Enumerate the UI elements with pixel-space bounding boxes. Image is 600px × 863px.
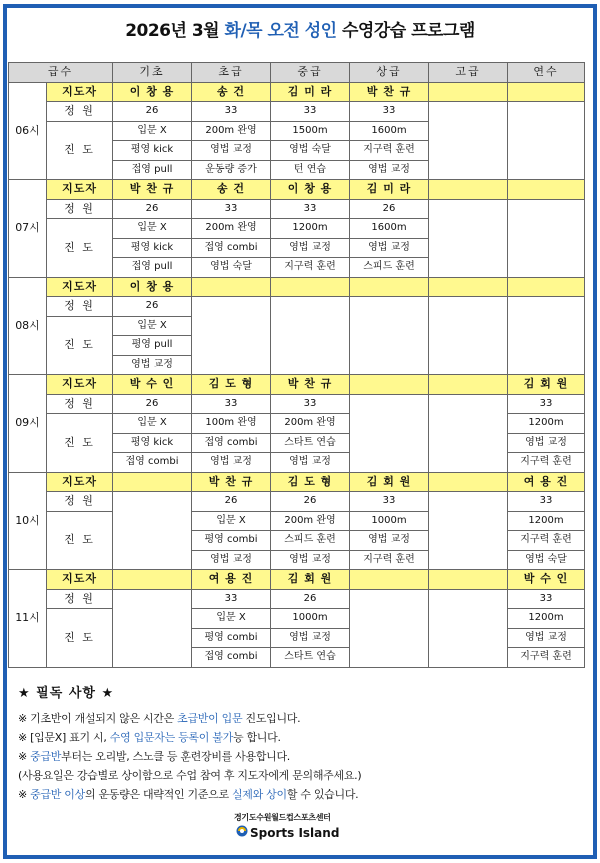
instructor-beginner: 송 건 xyxy=(192,180,271,200)
instructor-training: 박 수 인 xyxy=(508,570,585,590)
note-line xyxy=(18,785,578,804)
progress-beginner: 입문 X xyxy=(192,609,271,629)
instructor-intermediate: 이 창 용 xyxy=(271,180,350,200)
capacity-basic: 26 xyxy=(113,102,192,122)
progress-intermediate: 200m 완영 xyxy=(271,414,350,434)
progress-beginner: 평영 combi xyxy=(192,531,271,551)
progress-beginner: 입문 X xyxy=(192,511,271,531)
notes-list xyxy=(18,709,578,804)
progress-upper: 지구력 훈련 xyxy=(350,141,429,161)
capacity-upper: 26 xyxy=(350,199,429,219)
instructor-upper: 김 미 라 xyxy=(350,180,429,200)
empty-cell xyxy=(508,199,585,277)
instructor-basic xyxy=(113,570,192,590)
progress-label: 진 도 xyxy=(47,121,113,180)
capacity-intermediate: 26 xyxy=(271,589,350,609)
note-highlight: 초급반이 입문 xyxy=(177,712,243,725)
progress-intermediate: 지구력 훈련 xyxy=(271,258,350,278)
header-intermediate: 중급 xyxy=(271,63,350,83)
instructor-beginner xyxy=(192,277,271,297)
instructor-basic: 이 창 용 xyxy=(113,277,192,297)
empty-cell xyxy=(192,297,271,375)
page-title xyxy=(0,16,600,41)
note-text: ※ xyxy=(18,750,31,763)
progress-beginner: 영법 교정 xyxy=(192,453,271,473)
title-prefix: 2026년 3월 xyxy=(125,21,225,41)
note-line xyxy=(18,709,578,728)
note-text: 진도입니다. xyxy=(242,712,301,725)
progress-intermediate: 영법 교정 xyxy=(271,238,350,258)
instructor-intermediate: 김 회 원 xyxy=(271,570,350,590)
instructor-beginner: 여 용 진 xyxy=(192,570,271,590)
title-highlight: 화/목 오전 성인 xyxy=(224,21,337,41)
instructor-training: 여 용 진 xyxy=(508,472,585,492)
progress-training: 영법 교정 xyxy=(508,433,585,453)
progress-beginner: 접영 combi xyxy=(192,433,271,453)
capacity-label: 정 원 xyxy=(47,297,113,317)
capacity-beginner: 26 xyxy=(192,492,271,512)
instructor-advanced xyxy=(429,570,508,590)
capacity-upper: 33 xyxy=(350,492,429,512)
progress-basic: 평영 kick xyxy=(113,141,192,161)
note-line xyxy=(18,728,578,747)
progress-intermediate: 영법 교정 xyxy=(271,628,350,648)
progress-basic: 입문 X xyxy=(113,316,192,336)
instructor-row xyxy=(9,277,585,297)
capacity-beginner: 33 xyxy=(192,102,271,122)
header-advanced: 고급 xyxy=(429,63,508,83)
progress-basic: 접영 pull xyxy=(113,160,192,180)
progress-intermediate: 1500m xyxy=(271,121,350,141)
instructor-upper: 박 찬 규 xyxy=(350,82,429,102)
progress-training: 1200m xyxy=(508,511,585,531)
header-level: 급수 xyxy=(9,63,113,83)
instructor-row xyxy=(9,375,585,395)
instructor-beginner: 김 도 형 xyxy=(192,375,271,395)
capacity-basic: 26 xyxy=(113,394,192,414)
time-slot-label: 11시 xyxy=(9,570,47,668)
note-text: ※ xyxy=(18,788,31,801)
progress-basic: 평영 kick xyxy=(113,238,192,258)
progress-intermediate: 영법 교정 xyxy=(271,550,350,570)
empty-cell xyxy=(508,297,585,375)
instructor-basic: 이 창 용 xyxy=(113,82,192,102)
header-beginner: 초급 xyxy=(192,63,271,83)
instructor-label: 지도자 xyxy=(47,570,113,590)
empty-cell xyxy=(271,297,350,375)
instructor-label: 지도자 xyxy=(47,180,113,200)
empty-cell xyxy=(429,394,508,472)
instructor-row xyxy=(9,82,585,102)
capacity-training: 33 xyxy=(508,394,585,414)
note-text: ※ [입문X] 표기 시, xyxy=(18,731,110,744)
progress-basic: 입문 X xyxy=(113,121,192,141)
progress-beginner: 영법 교정 xyxy=(192,141,271,161)
capacity-row xyxy=(9,199,585,219)
time-slot-label: 10시 xyxy=(9,472,47,570)
empty-cell xyxy=(113,589,192,667)
capacity-training: 33 xyxy=(508,589,585,609)
instructor-upper xyxy=(350,277,429,297)
instructor-advanced xyxy=(429,180,508,200)
progress-upper: 영법 교정 xyxy=(350,531,429,551)
instructor-advanced xyxy=(429,277,508,297)
capacity-beginner: 33 xyxy=(192,394,271,414)
capacity-upper: 33 xyxy=(350,102,429,122)
progress-training: 1200m xyxy=(508,414,585,434)
progress-basic: 영법 교정 xyxy=(113,355,192,375)
instructor-label: 지도자 xyxy=(47,82,113,102)
empty-cell xyxy=(429,492,508,570)
progress-upper: 지구력 훈련 xyxy=(350,550,429,570)
note-highlight: 수영 입문자는 등록이 불가 xyxy=(109,731,233,744)
header-training: 연수 xyxy=(508,63,585,83)
instructor-intermediate: 김 미 라 xyxy=(271,82,350,102)
progress-label: 진 도 xyxy=(47,316,113,375)
instructor-beginner: 박 찬 규 xyxy=(192,472,271,492)
instructor-training xyxy=(508,82,585,102)
capacity-row xyxy=(9,394,585,414)
logo-mark-icon xyxy=(236,825,248,837)
capacity-label: 정 원 xyxy=(47,492,113,512)
progress-basic: 평영 pull xyxy=(113,336,192,356)
progress-beginner: 영법 숙달 xyxy=(192,258,271,278)
empty-cell xyxy=(350,297,429,375)
capacity-intermediate: 33 xyxy=(271,102,350,122)
instructor-row xyxy=(9,180,585,200)
instructor-label: 지도자 xyxy=(47,277,113,297)
progress-label: 진 도 xyxy=(47,219,113,278)
note-highlight: 실제와 상이 xyxy=(231,788,287,801)
time-slot-label: 06시 xyxy=(9,82,47,180)
title-suffix: 수영강습 프로그램 xyxy=(336,21,475,41)
progress-label: 진 도 xyxy=(47,414,113,473)
logo-org-name: 경기도수원월드컵스포츠센터 xyxy=(234,813,331,822)
progress-intermediate: 스타트 연습 xyxy=(271,433,350,453)
header-upper: 상급 xyxy=(350,63,429,83)
progress-training: 지구력 훈련 xyxy=(508,453,585,473)
instructor-basic: 박 찬 규 xyxy=(113,180,192,200)
empty-cell xyxy=(429,199,508,277)
progress-beginner: 200m 완영 xyxy=(192,219,271,239)
instructor-intermediate: 김 도 형 xyxy=(271,472,350,492)
capacity-label: 정 원 xyxy=(47,589,113,609)
notes-section xyxy=(18,682,578,804)
progress-intermediate: 턴 연습 xyxy=(271,160,350,180)
progress-basic: 접영 combi xyxy=(113,453,192,473)
capacity-basic: 26 xyxy=(113,199,192,219)
progress-intermediate: 스타트 연습 xyxy=(271,648,350,668)
progress-beginner: 접영 combi xyxy=(192,648,271,668)
progress-basic: 평영 kick xyxy=(113,433,192,453)
empty-cell xyxy=(429,102,508,180)
instructor-row xyxy=(9,472,585,492)
note-highlight: 중급반 xyxy=(30,750,62,763)
progress-upper: 영법 교정 xyxy=(350,238,429,258)
instructor-training xyxy=(508,180,585,200)
capacity-label: 정 원 xyxy=(47,394,113,414)
instructor-upper: 김 회 원 xyxy=(350,472,429,492)
note-text: 능 합니다. xyxy=(232,731,281,744)
progress-upper: 1000m xyxy=(350,511,429,531)
capacity-row xyxy=(9,297,585,317)
capacity-intermediate: 33 xyxy=(271,394,350,414)
progress-beginner: 운동량 증가 xyxy=(192,160,271,180)
progress-training: 1200m xyxy=(508,609,585,629)
instructor-advanced xyxy=(429,82,508,102)
instructor-advanced xyxy=(429,472,508,492)
capacity-intermediate: 26 xyxy=(271,492,350,512)
empty-cell xyxy=(350,589,429,667)
instructor-advanced xyxy=(429,375,508,395)
instructor-training: 김 회 원 xyxy=(508,375,585,395)
time-slot-label: 07시 xyxy=(9,180,47,278)
empty-cell xyxy=(429,589,508,667)
progress-intermediate: 1200m xyxy=(271,219,350,239)
progress-training: 지구력 훈련 xyxy=(508,648,585,668)
empty-cell xyxy=(508,102,585,180)
progress-label: 진 도 xyxy=(47,609,113,668)
capacity-row xyxy=(9,102,585,122)
empty-cell xyxy=(113,492,192,570)
sports-center-logo xyxy=(212,812,392,846)
instructor-training xyxy=(508,277,585,297)
progress-beginner: 영법 교정 xyxy=(192,550,271,570)
instructor-row xyxy=(9,570,585,590)
progress-beginner: 접영 combi xyxy=(192,238,271,258)
schedule-table xyxy=(8,62,585,668)
progress-basic: 입문 X xyxy=(113,219,192,239)
instructor-intermediate: 박 찬 규 xyxy=(271,375,350,395)
progress-label: 진 도 xyxy=(47,511,113,570)
note-line xyxy=(18,747,578,766)
note-line xyxy=(18,766,578,785)
note-text: 부터는 오리발, 스노클 등 훈련장비를 사용합니다. xyxy=(61,750,291,763)
capacity-label: 정 원 xyxy=(47,199,113,219)
note-highlight: 중급반 이상 xyxy=(30,788,85,801)
instructor-basic: 박 수 인 xyxy=(113,375,192,395)
note-text: ※ 기초반이 개설되지 않은 시간은 xyxy=(18,712,178,725)
progress-intermediate: 스피드 훈련 xyxy=(271,531,350,551)
instructor-basic xyxy=(113,472,192,492)
progress-upper: 1600m xyxy=(350,219,429,239)
capacity-beginner: 33 xyxy=(192,589,271,609)
instructor-upper xyxy=(350,375,429,395)
capacity-row xyxy=(9,589,585,609)
progress-upper: 스피드 훈련 xyxy=(350,258,429,278)
capacity-training: 33 xyxy=(508,492,585,512)
progress-training: 영법 교정 xyxy=(508,628,585,648)
progress-intermediate: 영법 교정 xyxy=(271,453,350,473)
progress-basic: 접영 pull xyxy=(113,258,192,278)
instructor-upper xyxy=(350,570,429,590)
capacity-intermediate: 33 xyxy=(271,199,350,219)
progress-basic: 입문 X xyxy=(113,414,192,434)
empty-cell xyxy=(350,394,429,472)
header-basic: 기초 xyxy=(113,63,192,83)
time-slot-label: 09시 xyxy=(9,375,47,473)
progress-upper: 1600m xyxy=(350,121,429,141)
empty-cell xyxy=(429,297,508,375)
note-text: (사용요일은 강습별로 상이함으로 수업 참여 후 지도자에게 문의해주세요.) xyxy=(18,769,362,782)
time-slot-label: 08시 xyxy=(9,277,47,375)
progress-upper: 영법 교정 xyxy=(350,160,429,180)
capacity-beginner: 33 xyxy=(192,199,271,219)
instructor-label: 지도자 xyxy=(47,375,113,395)
capacity-row xyxy=(9,492,585,512)
capacity-label: 정 원 xyxy=(47,102,113,122)
progress-beginner: 100m 완영 xyxy=(192,414,271,434)
progress-beginner: 평영 combi xyxy=(192,628,271,648)
instructor-beginner: 송 건 xyxy=(192,82,271,102)
note-text: 할 수 있습니다. xyxy=(286,788,359,801)
progress-intermediate: 1000m xyxy=(271,609,350,629)
logo-brand-name: Sports Island xyxy=(250,826,340,840)
progress-beginner: 200m 완영 xyxy=(192,121,271,141)
note-text: 의 운동량은 대략적인 기준으로 xyxy=(84,788,232,801)
instructor-intermediate xyxy=(271,277,350,297)
header-row xyxy=(9,63,585,83)
progress-intermediate: 영법 숙달 xyxy=(271,141,350,161)
progress-intermediate: 200m 완영 xyxy=(271,511,350,531)
progress-training: 지구력 훈련 xyxy=(508,531,585,551)
instructor-label: 지도자 xyxy=(47,472,113,492)
progress-training: 영법 숙달 xyxy=(508,550,585,570)
notes-heading: ★ 필독 사항 ★ xyxy=(18,686,115,701)
capacity-basic: 26 xyxy=(113,297,192,317)
